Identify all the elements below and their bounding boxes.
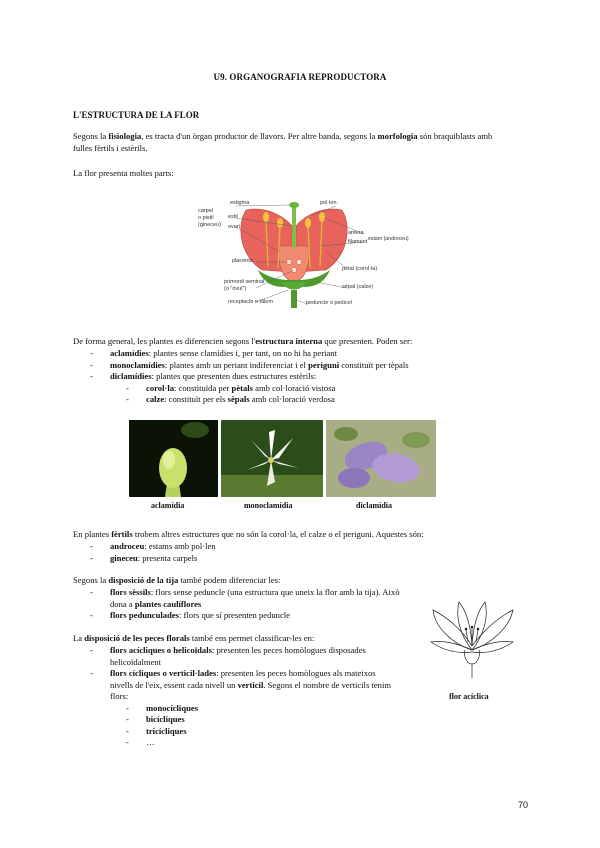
pieces-lead: La disposició de les peces florals també ens permet classificar-les en: (73, 633, 315, 643)
sub-list-item: - bicícliques (126, 714, 185, 724)
sub-list-item: - calze: constituït per els sèpals amb col·loració verdosa (126, 394, 335, 404)
acyclic-flower-figure (425, 598, 520, 680)
sub-list-item: - … (126, 737, 155, 747)
label-ovul: (o "òvul") (224, 286, 247, 292)
sub-list-item: - corol·la: constituïda per pètals amb col·loració vistosa (126, 382, 336, 393)
label-antera: antera (348, 230, 364, 236)
list-item: - flors sèssils: flors sense peduncle (una estructura que uneix la flor amb la tija). Això dona a plantes caulíflores (90, 587, 400, 609)
label-carpel: carpel (198, 208, 213, 214)
photo-diclamidia (326, 420, 436, 497)
list-item: - flors pedunculades: flors que sí presenten peduncle (90, 610, 290, 620)
label-estam: estam (androceu) (368, 236, 409, 242)
flower-diagram (196, 196, 409, 311)
intro-paragraph: Segons la fisiologia, es tracta d'un òrgan productor de llavors. Per altre banda, segons la morfologia són braquiblasts amb fulles fèrtils i estèrils. (73, 131, 493, 153)
page-number: 70 (517, 800, 528, 810)
list-item: - aclamídies: plantes sense clamídies i, per tant, on no hi ha periant (90, 348, 337, 358)
stem-lead: Segons la disposició de la tija també podem diferenciar les: (73, 575, 281, 585)
section-title: L'ESTRUCTURA DE LA FLOR (73, 110, 200, 120)
classification-list (90, 348, 409, 406)
list-item: - androceu: estams amb pol·len (90, 541, 216, 551)
peduncle-shape (291, 290, 297, 308)
caption-diclamidia: diclamídia (356, 501, 393, 510)
style-shape (292, 206, 296, 248)
classification-lead: De forma general, les plantes es diferencien segons l'estructura interna que presenten. Poden ser: (73, 336, 413, 346)
stem-list (90, 587, 430, 622)
label-filament: filament (348, 239, 368, 245)
receptacle-shape (282, 282, 306, 290)
caption-acyclic-flower: flor acíclica (449, 692, 489, 701)
label-ovari: ovari (228, 224, 240, 230)
label-petal: pètal (corol·la) (342, 266, 378, 272)
sub-list-item: - monocícliques (126, 702, 199, 713)
fertile-list (90, 541, 216, 564)
caption-aclamidia: aclamídia (151, 501, 185, 510)
monoclamidia-illustration (221, 420, 323, 497)
label-sepal: sèpal (calze) (342, 284, 374, 290)
anther-2 (277, 218, 283, 228)
sub-list-item: - tricícliques (126, 725, 187, 736)
photo-monoclamidia (221, 420, 323, 497)
list-item: - flors cícliques o verticil·lades: presenten les peces homòlogues als mateixos nivells de l'eix, essent cada nivell un verticil. Segons el nombre de verticils tenim flors: (90, 668, 392, 701)
list-item: - diclamídies: plantes que presenten dues estructures estèrils: (90, 371, 317, 381)
list-item: - monoclamídies: plantes amb un periant indiferenciat i el periguni constituït per tèpals (90, 359, 409, 370)
label-estil: estil (228, 214, 238, 220)
acyclic-flower-drawing (425, 598, 520, 680)
document-title: U9. ORGANOGRAFIA REPRODUCTORA (213, 72, 387, 82)
label-receptacle: receptacle o tàlem (228, 299, 273, 305)
stigma-shape (289, 202, 299, 208)
anther-3 (305, 218, 311, 228)
label-peduncle: peduncle o pedicel (306, 300, 352, 306)
photo-aclamidia (129, 420, 218, 497)
caption-monoclamidia: monoclamídia (244, 501, 293, 510)
label-pol-len: pol·len (320, 200, 337, 206)
label-estigma: estigma (230, 200, 250, 206)
label-placenta: placenta (232, 258, 253, 264)
label-primordi: primordi seminal (224, 279, 265, 285)
label-gineceu: (gineceu) (198, 222, 221, 228)
list-item: - flors acícliques o helicoïdals: presenten les peces homòlogues disposades helicoïdalment (90, 645, 366, 667)
label-o-pistil: o pistil (198, 215, 214, 221)
parts-intro: La flor presenta moltes parts: (73, 168, 174, 178)
diclamidia-illustration (326, 420, 436, 497)
anther-4 (319, 212, 325, 222)
list-item: - gineceu: presenta carpels (90, 552, 198, 563)
pieces-list (90, 645, 416, 749)
aclamidia-illustration (129, 420, 218, 497)
ovule-2 (297, 260, 302, 265)
anther-1 (263, 212, 269, 222)
fertile-lead: En plantes fèrtils trobem altres estructures que no són la corol·la, el calze o el periguni. Aquestes són: (73, 529, 424, 539)
ovary-shape (279, 246, 309, 282)
